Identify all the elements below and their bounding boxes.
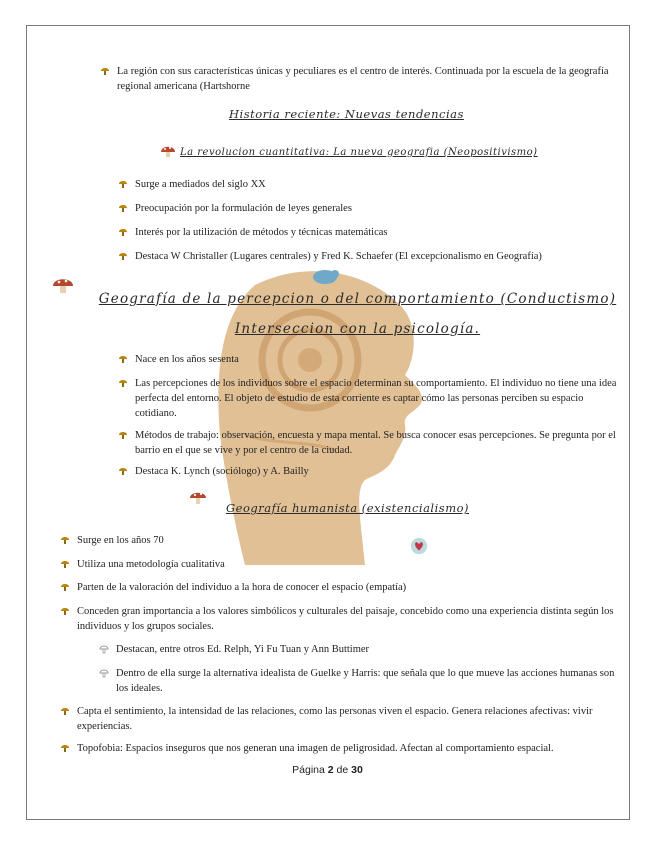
mushroom-bullet-icon (99, 65, 111, 77)
mushroom-bullet-icon (59, 742, 71, 754)
page-number: Página 2 de 30 (292, 764, 363, 776)
list-item: Surge en los años 70 (77, 533, 617, 548)
list-item: Métodos de trabajo: observación, encuesta y mapa mental. Se busca conocer esas percepciones. Se pregunta por el barrio en el que se vive y por el centro de la ciudad. (135, 428, 617, 458)
list-item: Conceden gran importancia a los valores simbólicos y culturales del paisaje, concebido como una experiencia distinta según los individuos y los grupos sociales. (77, 604, 617, 634)
mushroom-bullet-icon (59, 705, 71, 717)
list-item: Topofobia: Espacios inseguros que nos generan una imagen de peligrosidad. Afectan al comportamiento espacial. (77, 741, 622, 756)
heading-perception: Geografía de la percepcion o del comportamiento (Conductismo) Interseccion con la psicología. (98, 291, 617, 337)
mushroom-icon (189, 490, 207, 505)
list-item: Destaca W Christaller (Lugares centrales) y Fred K. Schaefer (El excepcionalismo en Geografía) (135, 249, 620, 264)
mushroom-bullet-icon (117, 202, 129, 214)
mushroom-bullet-icon (117, 429, 129, 441)
mushroom-bullet-icon (117, 353, 129, 365)
mushroom-outline-bullet-icon (98, 643, 110, 655)
list-item: Interés por la utilización de métodos y técnicas matemáticas (135, 225, 615, 240)
mushroom-outline-bullet-icon (98, 667, 110, 679)
list-item: Capta el sentimiento, la intensidad de las relaciones, como las personas viven el espacio. Genera relaciones afectivas: vivir experiencias. (77, 704, 617, 734)
list-item: Destaca K. Lynch (sociólogo) y A. Bailly (135, 464, 615, 479)
list-item: Surge a mediados del siglo XX (135, 177, 615, 192)
list-item: Las percepciones de los individuos sobre el espacio determinan su comportamiento. El individuo no tiene una idea perfecta del entorno. El objeto de estudio de esta corriente es captar cómo las personas perciben su espacio cotidiano. (135, 376, 617, 421)
list-item: Preocupación por la formulación de leyes generales (135, 201, 615, 216)
mushroom-icon (160, 144, 176, 158)
list-item (117, 64, 617, 94)
mushroom-bullet-icon (117, 178, 129, 190)
mushroom-bullet-icon (59, 558, 71, 570)
list-item: Dentro de ella surge la alternativa idealista de Guelke y Harris: que señala que lo que mueve las acciones humanas son los ideales. (116, 666, 616, 696)
list-item: Destacan, entre otros Ed. Relph, Yi Fu Tuan y Ann Buttimer (116, 642, 616, 657)
heading-humanist: Geografía humanista (existencialismo) (226, 501, 470, 515)
mushroom-bullet-icon (117, 226, 129, 238)
mushroom-bullet-icon (59, 534, 71, 546)
heading-recent: Historia reciente: Nuevas tendencias (229, 107, 464, 121)
list-item: Utiliza una metodología cualitativa (77, 557, 617, 572)
mushroom-bullet-icon (117, 377, 129, 389)
mushroom-bullet-icon (117, 250, 129, 262)
mushroom-icon (52, 276, 74, 294)
mushroom-bullet-icon (59, 581, 71, 593)
intro-text: La región con sus características únicas y peculiares es el centro de interés. Continuada por la escuela de la geografía regional americana (Hartshorne (117, 66, 609, 92)
heading-quantitative: La revolucion cuantitativa: La nueva geografia (Neopositivismo) (180, 147, 538, 158)
list-item: Nace en los años sesenta (135, 352, 615, 367)
list-item: Parten de la valoración del individuo a la hora de conocer el espacio (empatía) (77, 580, 617, 595)
mushroom-bullet-icon (117, 465, 129, 477)
mushroom-bullet-icon (59, 605, 71, 617)
